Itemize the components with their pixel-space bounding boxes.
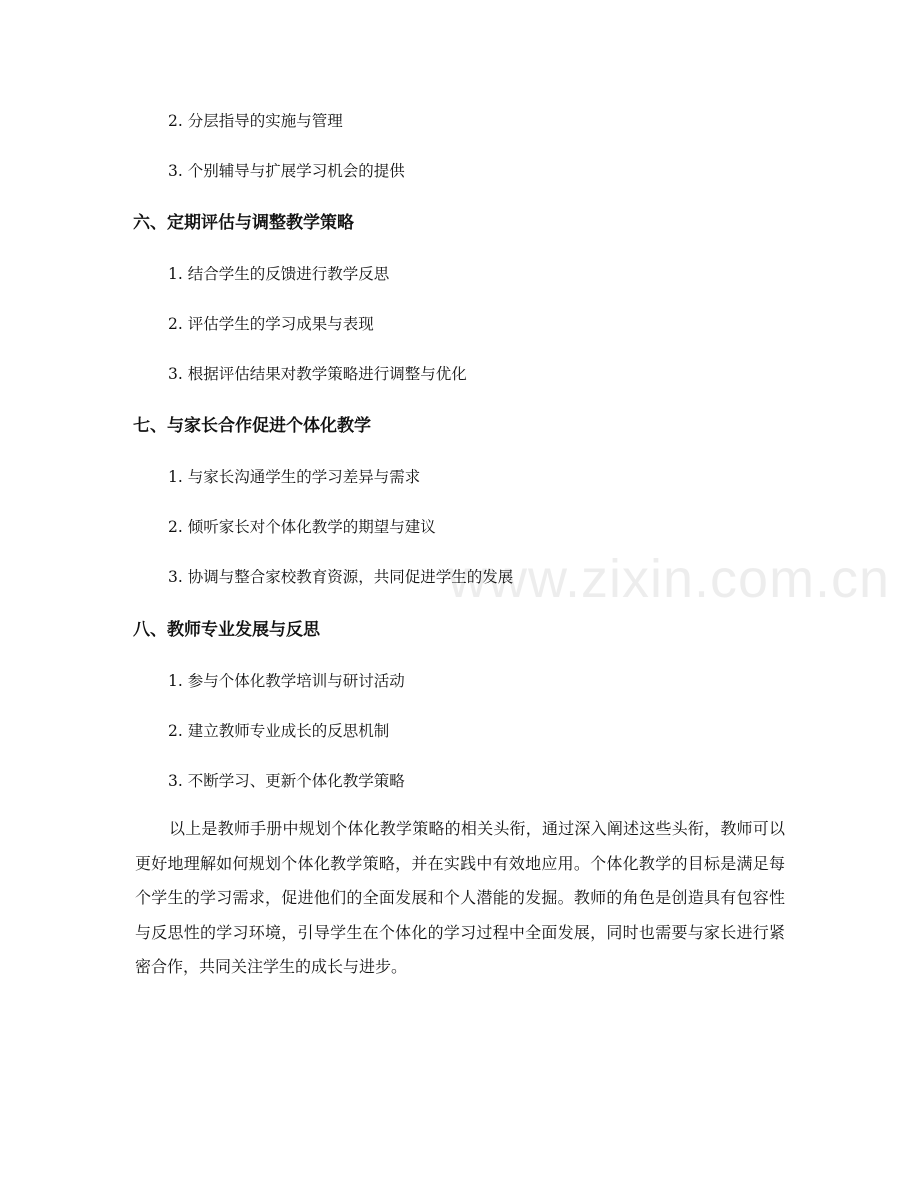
section-heading-8: 八、教师专业发展与反思 (133, 620, 320, 640)
list-item: 1. 参与个体化教学培训与研讨活动 (168, 672, 405, 690)
section-heading-6: 六、定期评估与调整教学策略 (133, 213, 354, 233)
list-item: 1. 与家长沟通学生的学习差异与需求 (168, 468, 421, 486)
list-item: 2. 分层指导的实施与管理 (168, 112, 343, 130)
watermark-text: www.zixin.com.cn (448, 549, 891, 609)
list-item: 2. 评估学生的学习成果与表现 (168, 315, 374, 333)
list-item: 1. 结合学生的反馈进行教学反思 (168, 265, 390, 283)
list-item: 3. 不断学习、更新个体化教学策略 (168, 772, 405, 790)
list-item: 3. 根据评估结果对教学策略进行调整与优化 (168, 365, 467, 383)
list-item: 3. 协调与整合家校教育资源，共同促进学生的发展 (168, 568, 514, 586)
section-heading-7: 七、与家长合作促进个体化教学 (133, 416, 371, 436)
list-item: 3. 个别辅导与扩展学习机会的提供 (168, 162, 405, 180)
list-item: 2. 倾听家长对个体化教学的期望与建议 (168, 518, 436, 536)
conclusion-paragraph: 以上是教师手册中规划个体化教学策略的相关头衔，通过深入阐述这些头衔，教师可以更好地理解如何规划个体化教学策略，并在实践中有效地应用。个体化教学的目标是满足每个学生的学习需求，促进他们的全面发展和个人潜能的发掘。教师的角色是创造具有包容性与反思性的学习环境，引导学生在个体化的学习过程中全面发展，同时也需要与家长进行紧密合作，共同关注学生的成长与进步。 (135, 819, 785, 976)
list-item: 2. 建立教师专业成长的反思机制 (168, 722, 390, 740)
